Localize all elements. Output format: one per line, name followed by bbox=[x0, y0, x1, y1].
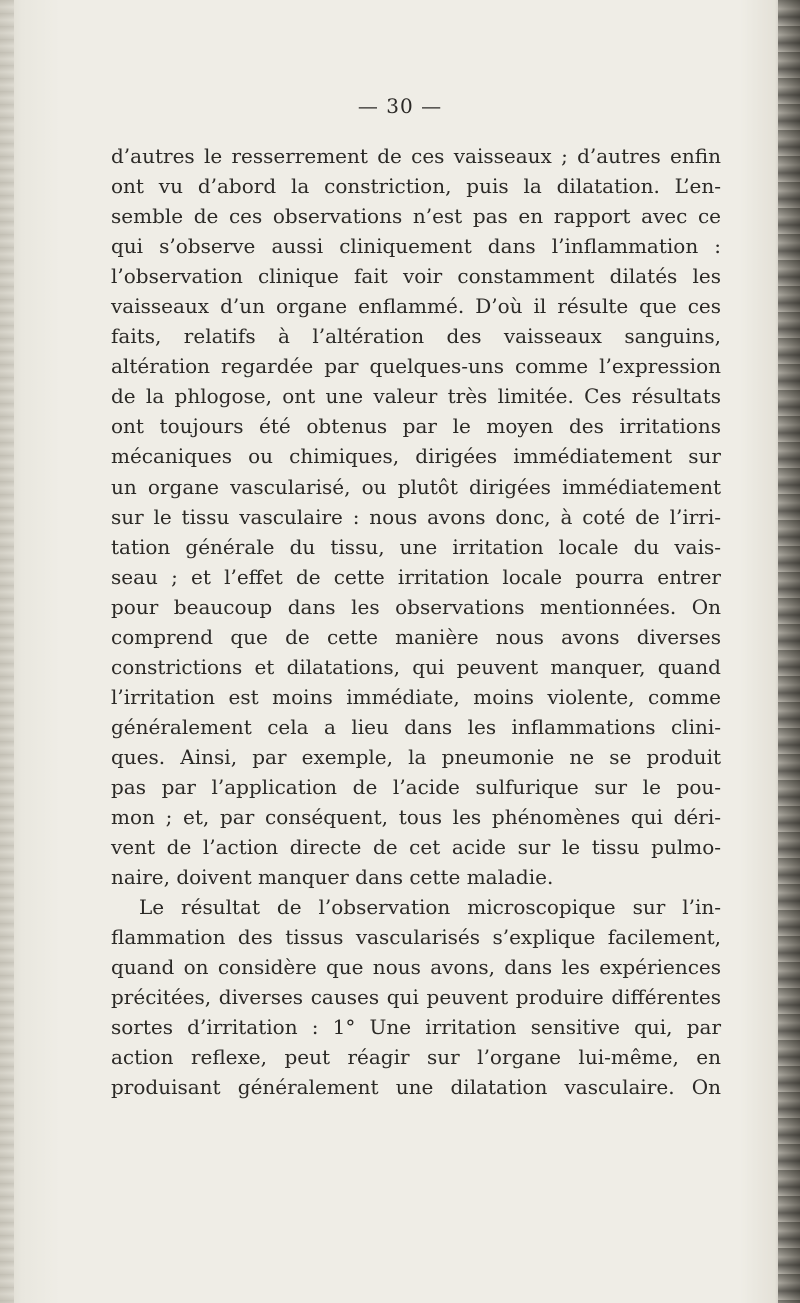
text-line: mécaniques ou chimiques, dirigées immédiatement sur bbox=[111, 444, 721, 469]
text-line: altération regardée par quelques-uns comme l’expression bbox=[111, 354, 721, 379]
text-line: l’irritation est moins immédiate, moins violente, comme bbox=[111, 684, 721, 709]
text-line: seau ; et l’effet de cette irritation locale pourra entrer bbox=[111, 564, 721, 589]
page-gutter bbox=[0, 0, 14, 1303]
text-line: un organe vascularisé, ou plutôt dirigées immédiatement bbox=[111, 474, 721, 499]
text-line: sur le tissu vasculaire : nous avons donc, à coté de l’irri- bbox=[111, 504, 721, 529]
text-line: qui s’observe aussi cliniquement dans l’inflammation : bbox=[111, 234, 721, 259]
text-line: produisant généralement une dilatation vasculaire. On bbox=[111, 1075, 721, 1100]
text-line: ont vu d’abord la constriction, puis la dilatation. L’en- bbox=[111, 174, 721, 199]
text-line: vaisseaux d’un organe enflammé. D’où il résulte que ces bbox=[111, 294, 721, 319]
body-text bbox=[111, 141, 721, 1103]
text-line: d’autres le resserrement de ces vaisseaux ; d’autres enfin bbox=[111, 144, 721, 168]
text-line: comprend que de cette manière nous avons diverses bbox=[111, 624, 721, 649]
text-line: de la phlogose, ont une valeur très limitée. Ces résultats bbox=[111, 384, 721, 409]
text-line: précitées, diverses causes qui peuvent produire différentes bbox=[111, 985, 721, 1010]
text-line: pas par l’application de l’acide sulfurique sur le pou- bbox=[111, 774, 721, 799]
text-line: ont toujours été obtenus par le moyen des irritations bbox=[111, 414, 721, 439]
text-line: action reflexe, peut réagir sur l’organe lui-même, en bbox=[111, 1045, 721, 1070]
text-line: flammation des tissus vascularisés s’explique facilement, bbox=[111, 925, 721, 950]
page-number: — 30 — bbox=[357, 94, 443, 118]
page-edge-shadow bbox=[778, 0, 800, 1303]
text-line: semble de ces observations n’est pas en rapport avec ce bbox=[111, 204, 721, 229]
text-line: vent de l’action directe de cet acide sur le tissu pulmo- bbox=[111, 835, 721, 860]
text-line: faits, relatifs à l’altération des vaisseaux sanguins, bbox=[111, 324, 721, 349]
text-line: naire, doivent manquer dans cette maladie. bbox=[111, 865, 554, 890]
text-line: Le résultat de l’observation microscopique sur l’in- bbox=[139, 895, 721, 920]
text-line: sortes d’irritation : 1° Une irritation sensitive qui, par bbox=[111, 1015, 721, 1040]
text-line: généralement cela a lieu dans les inflammations clini- bbox=[111, 714, 721, 739]
text-line: quand on considère que nous avons, dans les expériences bbox=[111, 955, 721, 980]
text-line: constrictions et dilatations, qui peuvent manquer, quand bbox=[111, 654, 721, 679]
text-line: tation générale du tissu, une irritation locale du vais- bbox=[111, 534, 721, 559]
text-line: mon ; et, par conséquent, tous les phénomènes qui déri- bbox=[111, 805, 721, 830]
text-line: l’observation clinique fait voir constamment dilatés les bbox=[111, 264, 721, 289]
text-line: pour beaucoup dans les observations mentionnées. On bbox=[111, 594, 721, 619]
text-line: ques. Ainsi, par exemple, la pneumonie ne se produit bbox=[111, 744, 721, 769]
